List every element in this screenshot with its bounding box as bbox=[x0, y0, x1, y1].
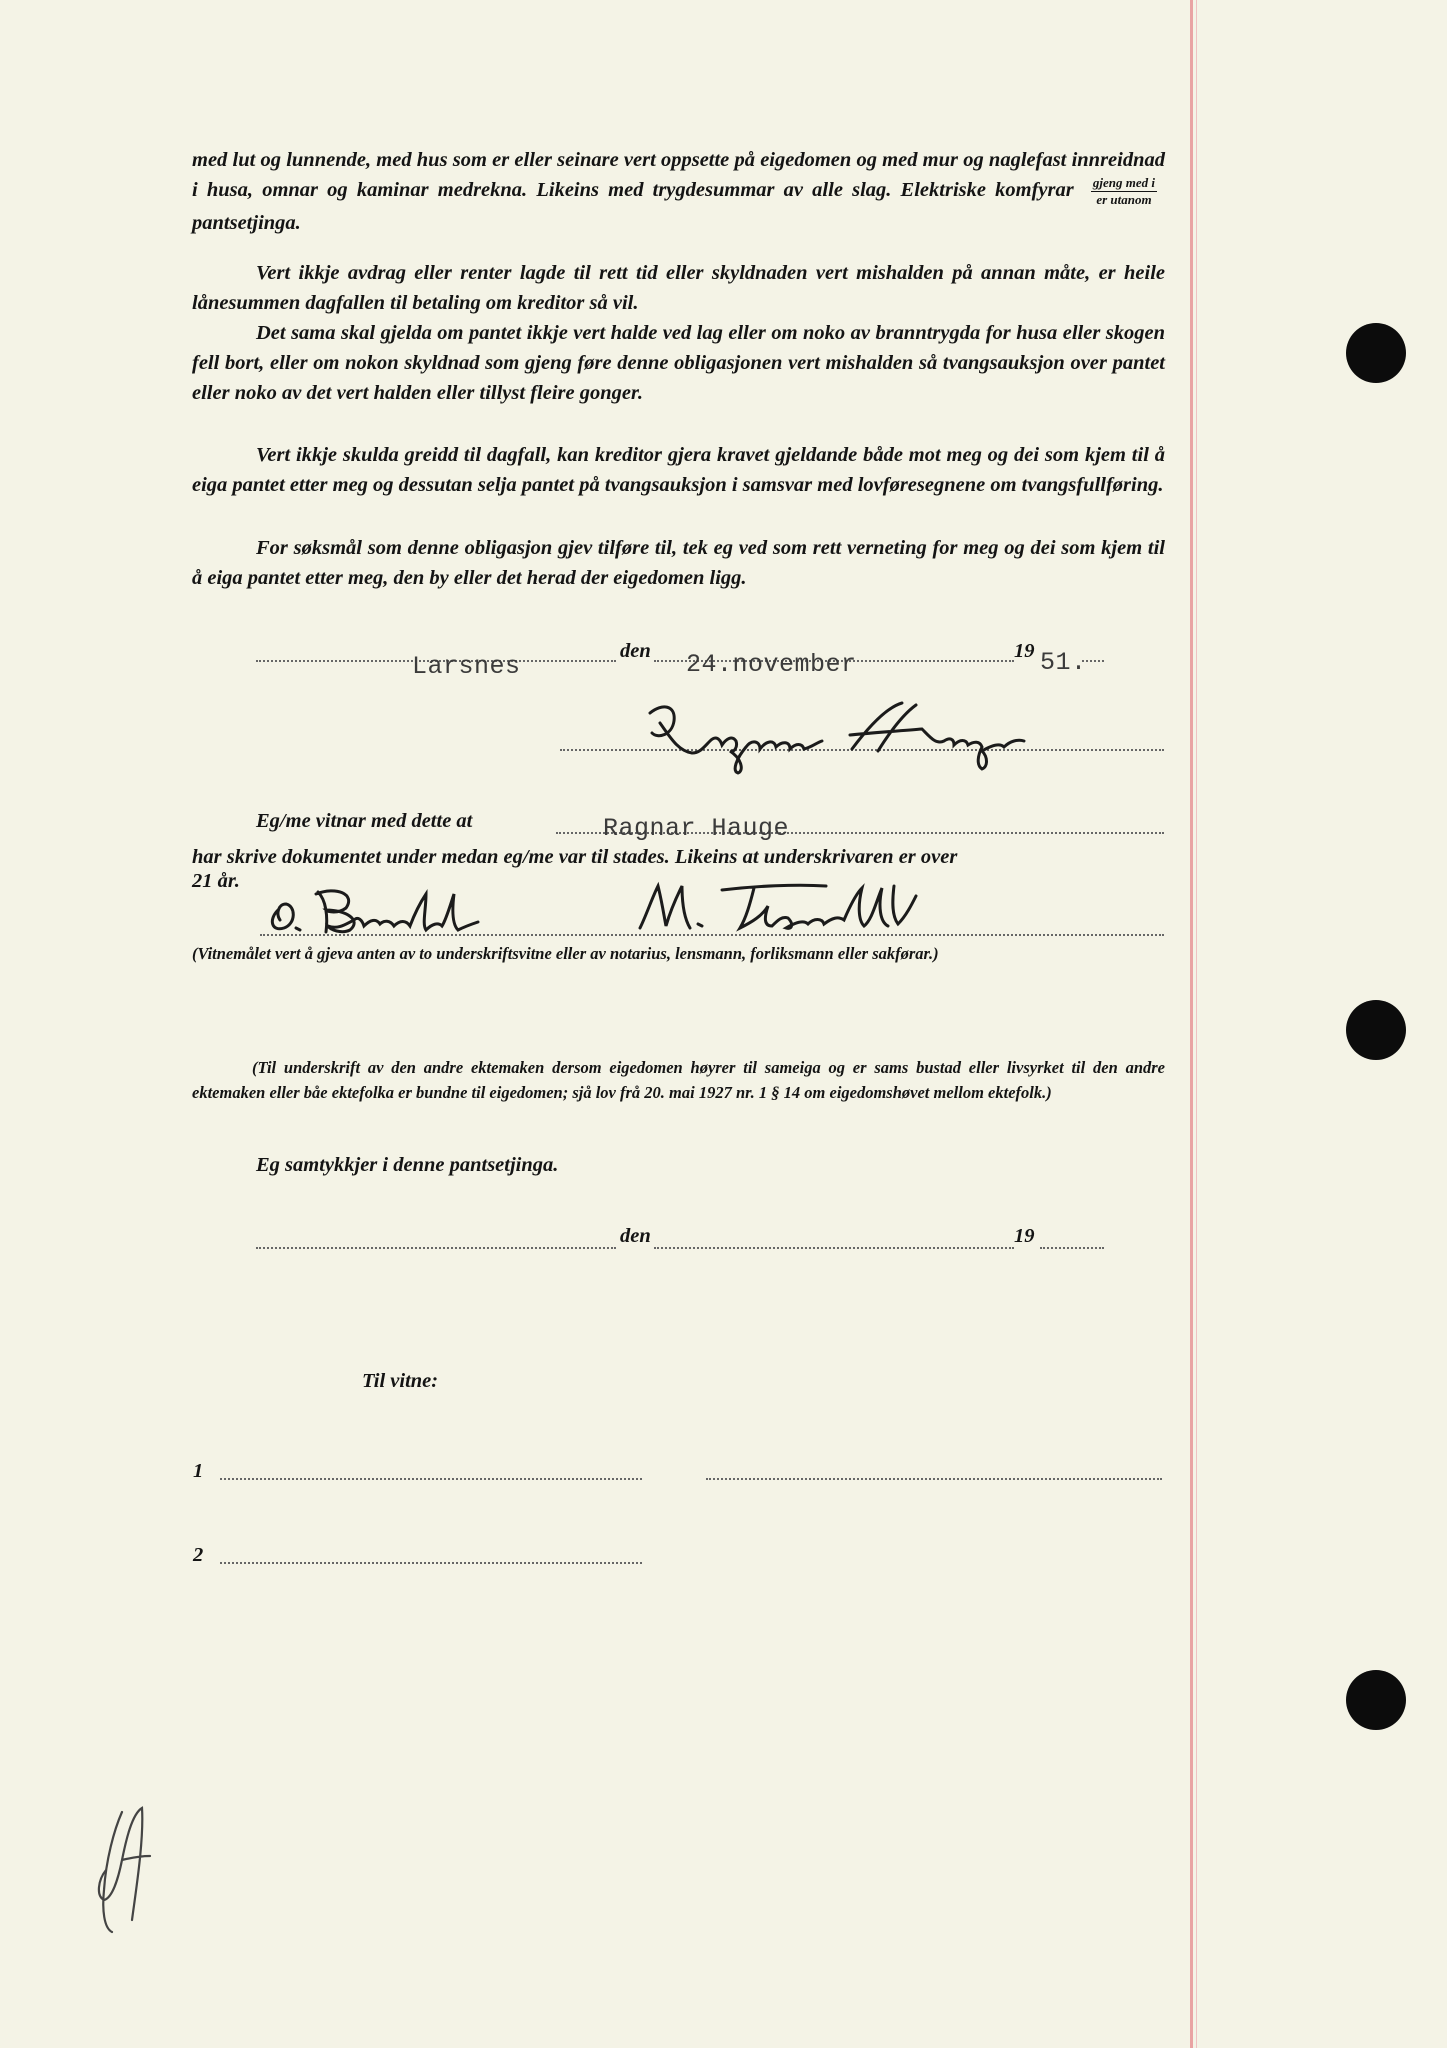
blank-place-dotted-line bbox=[256, 1247, 616, 1249]
witness-signature-2 bbox=[636, 876, 996, 936]
clause-paragraph-4: Vert ikkje skulda greidd til dagfall, kan kreditor gjera kravet gjeldande både mot meg og dei som kjem til å eiga pantet etter meg og dessutan selja pantet på tvangsauksjon i samsvar med lovføresegnene om tvangsfullføring. bbox=[192, 444, 1165, 496]
age-label: 21 år. bbox=[192, 870, 240, 892]
blank-den-label: den bbox=[620, 1225, 651, 1247]
year-dotted-line bbox=[1082, 660, 1104, 662]
den-label: den bbox=[620, 640, 651, 662]
punch-hole bbox=[1346, 323, 1406, 383]
witnessed-signer-typed: Ragnar Hauge bbox=[603, 814, 790, 843]
margin-initials bbox=[92, 1800, 162, 1940]
blank-year-prefix: 19 bbox=[1014, 1225, 1035, 1247]
spouse-note: (Til underskrift av den andre ektemaken dersom eigedomen høyrer til sameiga og er sams bustad eller livsyrket til den andre ektemaken eller båe ektefolka er bundne til eigedomen; sjå lov frå 20. mai 1927 nr. 1 § 14 om eigedomshøvet mellom ektefolk.) bbox=[192, 1058, 1165, 1102]
clause-paragraph-2: Vert ikkje avdrag eller renter lagde til rett tid eller skyldnaden vert mishalden på annan måte, er heile lånesummen dagfallen til betaling om kreditor så vil. bbox=[192, 262, 1165, 314]
til-vitne-label: Til vitne: bbox=[362, 1370, 439, 1392]
initials-jf-image bbox=[92, 1800, 162, 1940]
clause-paragraph-5: For søksmål som denne obligasjon gjev tilføre til, tek eg ved som rett verneting for meg og dei som kjem til å eiga pantet etter meg, den by eller det herad der eigedomen ligg. bbox=[192, 537, 1165, 589]
witness-1-second-dotted-line bbox=[706, 1478, 1162, 1480]
signer-signature bbox=[640, 695, 1130, 775]
witness-statement: har skrive dokumentet under medan eg/me var til stades. Likeins at underskrivaren er over bbox=[192, 846, 958, 868]
witness-number-2: 2 bbox=[193, 1544, 204, 1566]
punch-hole bbox=[1346, 1000, 1406, 1060]
witness-signature-1 bbox=[266, 880, 626, 940]
clause-paragraph-1: med lut og lunnende, med hus som er eller seinare vert oppsette på eigedomen og med mur og naglefast innreidnad i husa, omnar og kaminar medrekna. Likeins med trygdesummar av alle slag. Elektriske komfyrar $\frac{\text{gjeng med i}}{\text{er utanom}}$ pantsetjinga. bbox=[192, 149, 1165, 234]
signature-ragnar-hauge-image bbox=[640, 695, 1130, 775]
clause-paragraph-3: Det sama skal gjelda om pantet ikkje vert halde ved lag eller om noko av branntrygda for husa eller skogen fell bort, eller om nokon skyldnad som gjeng føre denne obligasjonen vert mishalden så tvangsauksjon over pantet eller noko av det vert halden eller tillyst fleire gonger. bbox=[192, 322, 1165, 404]
margin-rule bbox=[1190, 0, 1193, 2048]
place-typed: Larsnes bbox=[412, 652, 521, 681]
blank-year-dotted-line bbox=[1040, 1247, 1104, 1249]
witness-1-dotted-line bbox=[220, 1478, 642, 1480]
year-typed: 51. bbox=[1040, 648, 1087, 677]
margin-rule-secondary bbox=[1196, 0, 1197, 2048]
date-typed: 24.november bbox=[686, 650, 857, 679]
signature-thorsett-image bbox=[636, 876, 996, 936]
blank-date-dotted-line bbox=[654, 1247, 1014, 1249]
year-prefix: 19 bbox=[1014, 640, 1035, 662]
signature-brandal-image bbox=[266, 880, 626, 940]
witness-number-1: 1 bbox=[193, 1460, 204, 1482]
punch-hole bbox=[1346, 1670, 1406, 1730]
witness-note: (Vitnemålet vert å gjeva anten av to underskriftsvitne eller av notarius, lensmann, forliksmann eller sakførar.) bbox=[192, 944, 939, 963]
consent-statement: Eg samtykkjer i denne pantsetjinga. bbox=[256, 1154, 559, 1176]
witness-2-dotted-line bbox=[220, 1562, 642, 1564]
witness-line-label: Eg/me vitnar med dette at bbox=[256, 810, 473, 832]
fraction-choice: $\frac{\text{gjeng med i}}{\text{er utanom}}$ bbox=[1092, 175, 1155, 207]
